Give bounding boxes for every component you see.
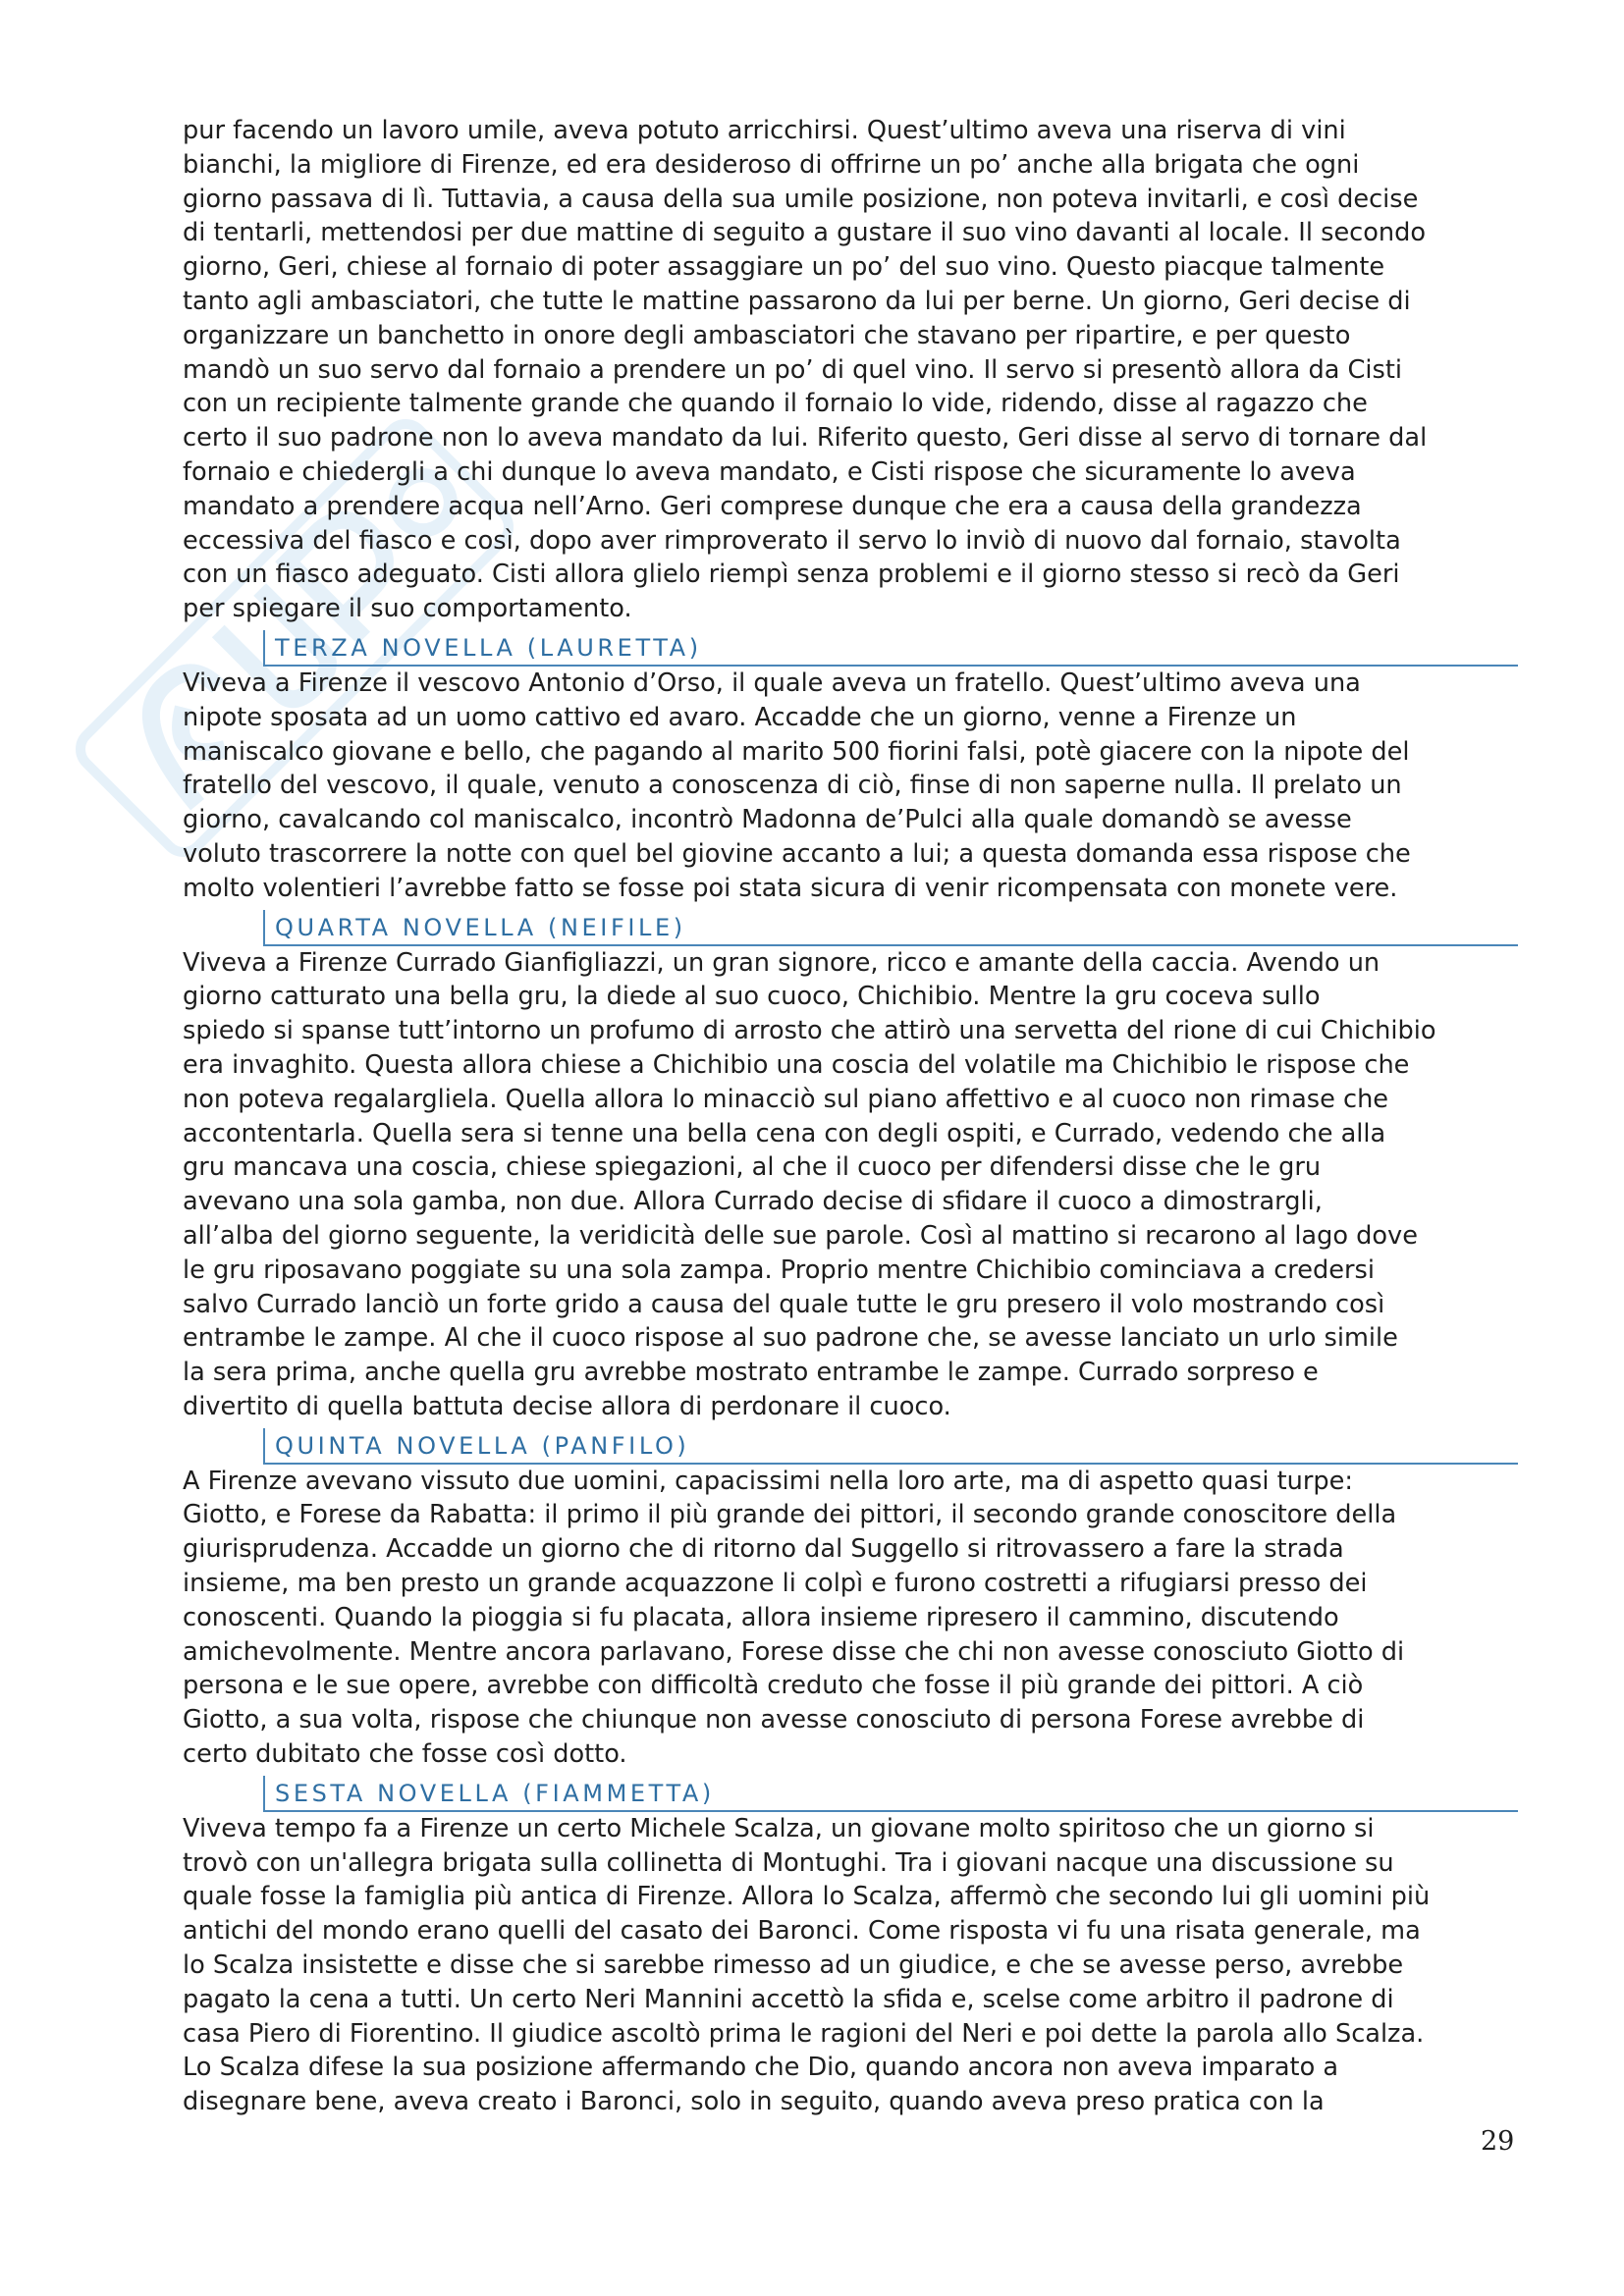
text-line: Viveva tempo fa a Firenze un certo Michele Scalza, un giovane molto spiritoso che un giorno si (183, 1813, 1375, 1843)
text-line: amichevolmente. Mentre ancora parlavano, Forese disse che chi non avesse conosciuto Giotto di (183, 1636, 1405, 1667)
heading-terza-novella: TERZA NOVELLA (LAURETTA) (263, 630, 1518, 667)
text-line: certo il suo padrone non lo aveva mandato da lui. Riferito questo, Geri disse al servo di tornare dal (183, 423, 1428, 454)
text-line: tanto agli ambasciatori, che tutte le mattine passarono da lui per berne. Un giorno, Geri decise di (183, 286, 1411, 316)
text-line: gru mancava una coscia, chiese spiegazioni, al che il cuoco per difendersi disse che le gru (183, 1152, 1322, 1183)
text-line: giorno, cavalcando col maniscalco, incontrò Madonna de’Pulci alla quale domandò se avesse (183, 805, 1352, 835)
paragraph-quinta-novella (183, 1465, 1518, 1772)
text-line: accontentarla. Quella sera si tenne una bella cena con degli ospiti, e Currado, vedendo che alla (183, 1118, 1386, 1148)
text-line: antichi del mondo erano quelli del casato dei Baronci. Come risposta vi fu una risata generale, ma (183, 1916, 1421, 1947)
text-line: di tentarli, mettendosi per due mattine di seguito a gustare il suo vino davanti al locale. Il secondo (183, 218, 1427, 248)
text-line: con un fiasco adeguato. Cisti allora glielo riempì senza problemi e il giorno stesso si recò da Geri (183, 560, 1400, 590)
text-line: A Firenze avevano vissuto due uomini, capacissimi nella loro arte, ma di aspetto quasi turpe: (183, 1466, 1353, 1496)
paragraph-cisti (183, 114, 1518, 626)
paragraph-sesta-novella (183, 1812, 1518, 2119)
text-line: spiedo si spanse tutt’intorno un profumo di arrosto che attirò una servetta del rione di cui Chichibio (183, 1016, 1436, 1046)
text-line: trovò con un'allegra brigata sulla collinetta di Montughi. Tra i giovani nacque una discussione su (183, 1847, 1394, 1878)
text-line: organizzare un banchetto in onore degli ambasciatori che stavano per ripartire, e per questo (183, 320, 1351, 350)
text-line: voluto trascorrere la notte con quel bel giovine accanto a lui; a questa domanda essa rispose che (183, 838, 1411, 869)
text-line: insieme, ma ben presto un grande acquazzone li colpì e furono costretti a rifugiarsi presso dei (183, 1569, 1368, 1599)
text-line: entrambe le zampe. Al che il cuoco rispose al suo padrone che, se avesse lanciato un urlo simile (183, 1323, 1398, 1354)
text-line: all’alba del giorno seguente, la veridicità delle sue parole. Così al mattino si recarono al lago dove (183, 1220, 1418, 1251)
text-line: giorno, Geri, chiese al fornaio di poter assaggiare un po’ del suo vino. Questo piacque talmente (183, 252, 1385, 283)
text-line: Giotto, e Forese da Rabatta: il primo il più grande dei pittori, il secondo grande conoscitore della (183, 1500, 1397, 1530)
text-line: per spiegare il suo comportamento. (183, 594, 632, 624)
text-line: giorno catturato una bella gru, la diede al suo cuoco, Chichibio. Mentre la gru coceva sullo (183, 982, 1321, 1012)
page-content (183, 114, 1518, 2119)
text-line: quale fosse la famiglia più antica di Firenze. Allora lo Scalza, affermò che secondo lui gli uomini più (183, 1882, 1431, 1912)
text-line: fratello del vescovo, il quale, venuto a conoscenza di ciò, finse di non saperne nulla. Il prelato un (183, 771, 1402, 801)
text-line: certo dubitato che fosse così dotto. (183, 1739, 627, 1770)
page-number: 29 (1481, 2126, 1515, 2157)
text-line: le gru riposavano poggiate su una sola zampa. Proprio mentre Chichibio cominciava a credersi (183, 1255, 1375, 1285)
text-line: giorno passava di lì. Tuttavia, a causa della sua umile posizione, non poteva invitarli, e così decise (183, 184, 1419, 214)
text-line: bianchi, la migliore di Firenze, ed era desideroso di offrirne un po’ anche alla brigata che ogni (183, 149, 1360, 180)
text-line: pagato la cena a tutti. Un certo Neri Mannini accettò la sfida e, scelse come arbitro il padrone di (183, 1984, 1394, 2014)
paragraph-terza-novella (183, 667, 1518, 906)
text-line: salvo Currado lanciò un forte grido a causa del quale tutte le gru presero il volo mostrando così (183, 1289, 1385, 1319)
heading-quinta-novella: QUINTA NOVELLA (PANFILO) (263, 1428, 1518, 1465)
text-line: avevano una sola gamba, non due. Allora Currado decise di sfidare il cuoco a dimostrargli, (183, 1187, 1323, 1217)
text-line: maniscalco giovane e bello, che pagando al marito 500 fiorini falsi, potè giacere con la nipote del (183, 736, 1410, 767)
text-line: Lo Scalza difese la sua posizione affermando che Dio, quando ancora non aveva imparato a (183, 2053, 1339, 2083)
text-line: conoscenti. Quando la pioggia si fu placata, allora insieme ripresero il cammino, discutendo (183, 1602, 1339, 1632)
paragraph-quarta-novella (183, 946, 1518, 1424)
text-line: mandò un suo servo dal fornaio a prendere un po’ di quel vino. Il servo si presentò allora da Cisti (183, 354, 1402, 385)
text-line: Giotto, a sua volta, rispose che chiunque non avesse conosciuto di persona Forese avrebbe di (183, 1705, 1365, 1735)
text-line: eccessiva del fiasco e così, dopo aver rimproverato il servo lo inviò di nuovo dal fornaio, stavolta (183, 525, 1401, 556)
text-line: fornaio e chiedergli a chi dunque lo aveva mandato, e Cisti rispose che sicuramente lo aveva (183, 456, 1356, 487)
text-line: divertito di quella battuta decise allora di perdonare il cuoco. (183, 1391, 951, 1421)
text-line: persona e le sue opere, avrebbe con difficoltà creduto che fosse il più grande dei pittori. A ciò (183, 1671, 1364, 1701)
text-line: molto volentieri l’avrebbe fatto se fosse poi stata sicura di venir ricompensata con monete vere. (183, 873, 1398, 903)
text-line: Viveva a Firenze il vescovo Antonio d’Orso, il quale aveva un fratello. Quest’ultimo aveva una (183, 667, 1361, 698)
text-line: la sera prima, anche quella gru avrebbe mostrato entrambe le zampe. Currado sorpreso e (183, 1358, 1319, 1388)
text-line: giurisprudenza. Accadde un giorno che di ritorno dal Suggello si ritrovassero a fare la strada (183, 1534, 1344, 1565)
text-line: era invaghito. Questa allora chiese a Chichibio una coscia del volatile ma Chichibio le rispose che (183, 1049, 1410, 1080)
text-line: non poteva regalargliela. Quella allora lo minacciò sul piano affettivo e al cuoco non rimase che (183, 1084, 1389, 1114)
text-line: pur facendo un lavoro umile, aveva potuto arricchirsi. Quest’ultimo aveva una riserva di vini (183, 116, 1346, 145)
text-line: nipote sposata ad un uomo cattivo ed avaro. Accadde che un giorno, venne a Firenze un (183, 702, 1297, 732)
heading-quarta-novella: QUARTA NOVELLA (NEIFILE) (263, 910, 1518, 946)
text-line: con un recipiente talmente grande che quando il fornaio lo vide, ridendo, disse al ragazzo che (183, 389, 1368, 419)
text-line: mandato a prendere acqua nell’Arno. Geri comprese dunque che era a causa della grandezza (183, 491, 1362, 521)
heading-sesta-novella: SESTA NOVELLA (FIAMMETTA) (263, 1776, 1518, 1812)
text-line: disegnare bene, aveva creato i Baronci, solo in seguito, quando aveva preso pratica con la (183, 2087, 1325, 2117)
text-line: lo Scalza insistette e disse che si sarebbe rimesso ad un giudice, e che se avesse perso, avrebbe (183, 1950, 1404, 1981)
text-line: casa Piero di Fiorentino. Il giudice ascoltò prima le ragioni del Neri e poi dette la parola allo Scalza. (183, 2018, 1425, 2049)
text-line: Viveva a Firenze Currado Gianfigliazzi, un gran signore, ricco e amante della caccia. Avendo un (183, 947, 1380, 978)
